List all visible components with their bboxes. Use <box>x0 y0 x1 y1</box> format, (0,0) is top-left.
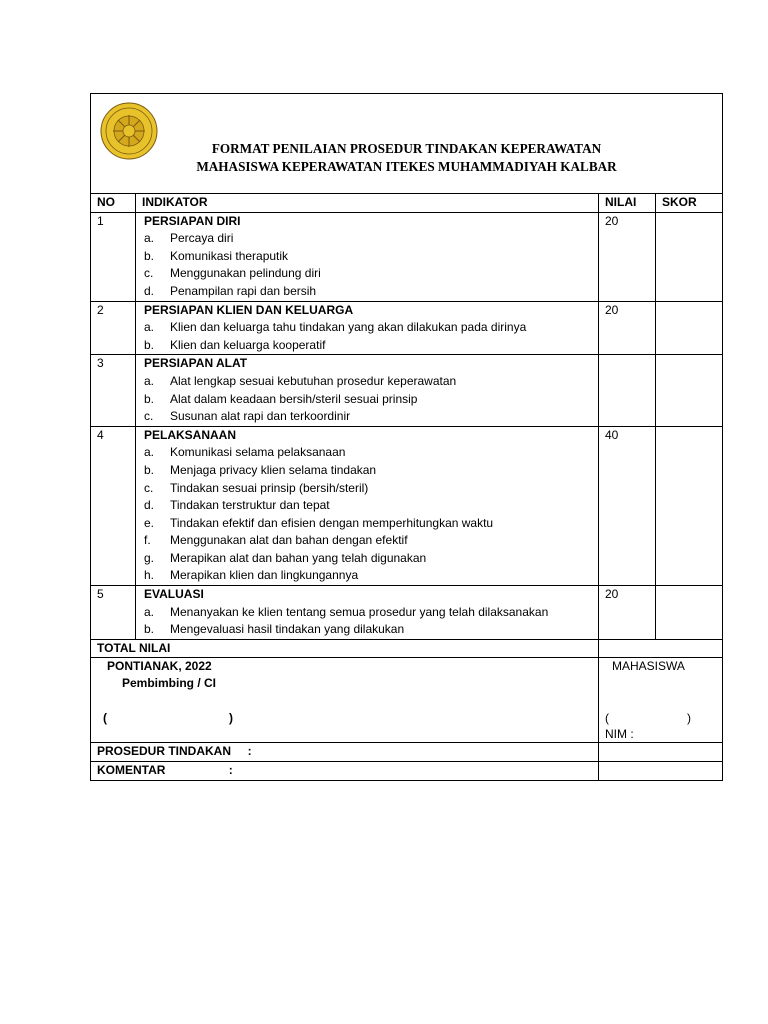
student-paren-open: ( <box>605 711 609 726</box>
student-signature <box>599 658 723 743</box>
item-text: Klien dan keluarga tahu tindakan yang akan dilakukan pada dirinya <box>170 320 527 335</box>
nilai-value: 40 <box>599 426 656 585</box>
item-letter: b. <box>144 622 155 637</box>
prosedur-label: PROSEDUR TINDAKAN : <box>91 743 599 762</box>
indicator-cell <box>136 301 599 355</box>
supervisor-paren-open: ( <box>103 711 107 726</box>
supervisor-paren-close: ) <box>229 711 233 726</box>
item-letter: b. <box>144 391 155 406</box>
item-letter: c. <box>144 266 154 281</box>
form-header <box>90 93 723 193</box>
list-item <box>142 265 598 283</box>
item-text: Menanyakan ke klien tentang semua prosedur yang telah dilaksanakan <box>170 604 549 619</box>
list-item <box>142 373 598 391</box>
col-header-nilai: NILAI <box>599 194 656 213</box>
list-item <box>142 283 598 301</box>
total-row <box>91 639 723 658</box>
row-number: 5 <box>91 586 136 640</box>
row-number: 2 <box>91 301 136 355</box>
item-text: Mengevaluasi hasil tindakan yang dilakukan <box>170 622 405 637</box>
list-item <box>142 462 598 480</box>
skor-input[interactable] <box>656 355 723 426</box>
item-text: Tindakan sesuai prinsip (bersih/steril) <box>170 480 369 495</box>
nim-label: NIM : <box>605 727 634 742</box>
col-header-no: NO <box>91 194 136 213</box>
list-item <box>142 248 598 266</box>
komentar-field[interactable] <box>599 762 723 781</box>
list-item <box>142 550 598 568</box>
item-letter: a. <box>144 604 155 619</box>
row-number: 4 <box>91 426 136 585</box>
item-text: Merapikan alat dan bahan yang telah digunakan <box>170 550 427 565</box>
item-text: Percaya diri <box>170 231 234 246</box>
title-line-1: FORMAT PENILAIAN PROSEDUR TINDAKAN KEPERAWATAN <box>211 141 602 156</box>
row-number: 3 <box>91 355 136 426</box>
section-title: PELAKSANAAN <box>144 427 237 442</box>
table-header-row <box>91 194 723 213</box>
place-date: PONTIANAK, 2022 <box>107 659 212 674</box>
list-item <box>142 230 598 248</box>
list-item <box>142 604 598 622</box>
item-text: Komunikasi theraputik <box>170 248 289 263</box>
list-item <box>142 337 598 355</box>
item-letter: b. <box>144 462 155 477</box>
table-row <box>91 355 723 426</box>
item-letter: a. <box>144 231 155 246</box>
item-letter: a. <box>144 373 155 388</box>
item-letter: e. <box>144 515 155 530</box>
form-title <box>91 140 722 176</box>
list-item <box>142 319 598 337</box>
item-text: Tindakan efektif dan efisien dengan memperhitungkan waktu <box>170 515 494 530</box>
skor-input[interactable] <box>656 586 723 640</box>
section-title: PERSIAPAN ALAT <box>144 356 248 371</box>
list-item <box>142 621 598 639</box>
mahasiswa-label: MAHASISWA <box>612 659 685 674</box>
skor-input[interactable] <box>656 301 723 355</box>
nilai-value <box>599 355 656 426</box>
list-item <box>142 444 598 462</box>
item-letter: g. <box>144 550 155 565</box>
row-number: 1 <box>91 212 136 301</box>
total-label: TOTAL NILAI <box>91 639 599 658</box>
item-text: Menggunakan alat dan bahan dengan efektif <box>170 533 408 548</box>
item-letter: h. <box>144 568 155 583</box>
item-letter: a. <box>144 320 155 335</box>
item-letter: c. <box>144 409 154 424</box>
table-row <box>91 212 723 301</box>
section-title: EVALUASI <box>144 587 204 602</box>
item-text: Alat dalam keadaan bersih/steril sesuai prinsip <box>170 391 418 406</box>
item-text: Menjaga privacy klien selama tindakan <box>170 462 377 477</box>
col-header-skor: SKOR <box>656 194 723 213</box>
item-letter: d. <box>144 283 155 298</box>
nilai-value: 20 <box>599 212 656 301</box>
section-title: PERSIAPAN KLIEN DAN KELUARGA <box>144 302 354 317</box>
komentar-row <box>91 762 723 781</box>
skor-input[interactable] <box>656 212 723 301</box>
item-text: Komunikasi selama pelaksanaan <box>170 445 346 460</box>
item-letter: c. <box>144 480 154 495</box>
col-header-indikator: INDIKATOR <box>136 194 599 213</box>
pembimbing-label: Pembimbing / CI <box>122 676 217 691</box>
indicator-cell <box>136 586 599 640</box>
item-text: Susunan alat rapi dan terkoordinir <box>170 409 351 424</box>
list-item <box>142 532 598 550</box>
total-value[interactable] <box>599 639 723 658</box>
item-text: Merapikan klien dan lingkungannya <box>170 568 359 583</box>
item-text: Tindakan terstruktur dan tepat <box>170 498 330 513</box>
supervisor-signature <box>91 658 599 743</box>
table-row <box>91 586 723 640</box>
list-item <box>142 567 598 585</box>
list-item <box>142 480 598 498</box>
item-letter: b. <box>144 337 155 352</box>
table-row <box>91 301 723 355</box>
list-item <box>142 497 598 515</box>
item-letter: f. <box>144 533 151 548</box>
assessment-table <box>90 193 723 781</box>
nilai-value: 20 <box>599 301 656 355</box>
item-text: Penampilan rapi dan bersih <box>170 283 317 298</box>
list-item <box>142 408 598 426</box>
item-text: Menggunakan pelindung diri <box>170 266 321 281</box>
assessment-form <box>90 93 723 781</box>
item-letter: d. <box>144 498 155 513</box>
prosedur-field[interactable] <box>599 743 723 762</box>
indicator-cell <box>136 212 599 301</box>
nilai-value: 20 <box>599 586 656 640</box>
item-text: Alat lengkap sesuai kebutuhan prosedur keperawatan <box>170 373 457 388</box>
indicator-cell <box>136 355 599 426</box>
item-text: Klien dan keluarga kooperatif <box>170 337 326 352</box>
komentar-label: KOMENTAR : <box>91 762 599 781</box>
title-line-2: MAHASISWA KEPERAWATAN ITEKES MUHAMMADIYAH KALBAR <box>196 159 617 174</box>
prosedur-row <box>91 743 723 762</box>
section-title: PERSIAPAN DIRI <box>144 213 241 228</box>
item-letter: b. <box>144 248 155 263</box>
list-item <box>142 515 598 533</box>
indicator-cell <box>136 426 599 585</box>
student-paren-close: ) <box>687 711 691 726</box>
skor-input[interactable] <box>656 426 723 585</box>
signature-row <box>91 658 723 743</box>
item-letter: a. <box>144 445 155 460</box>
table-row <box>91 426 723 585</box>
list-item <box>142 391 598 409</box>
